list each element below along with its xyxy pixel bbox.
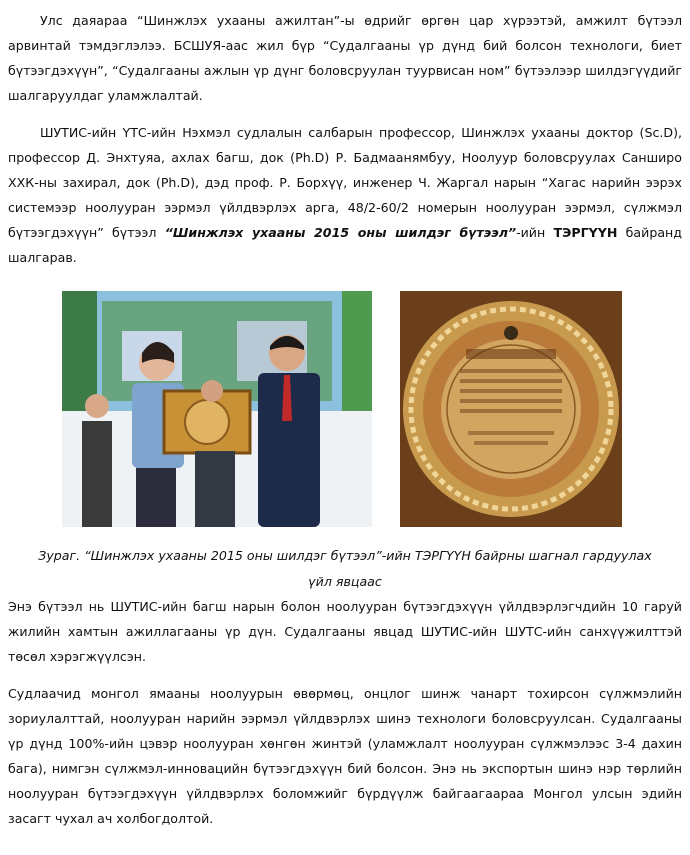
award-highlight: “Шинжлэх ухааны 2015 оны шилдэг бүтээл”: [164, 225, 517, 240]
award-ceremony-illustration: [62, 291, 372, 527]
intro-text: Улс даяараа “Шинжлэх ухааны ажилтан”-ы өдрийг өргөн цар хүрээтэй, амжилт бүтээл арвинтай тэмдэглэлээ. БСШУЯ-аас жил бүр “Судалгааны үр дүнд бий болсон технологи, биет бүтээгдэхүүн”, “Судалгааны ажлын үр дүнг боловсруулан туурвисан ном” бүтээлээр шилдэгүүдийг шалгаруулдаг уламжлалтай.: [8, 13, 682, 103]
award-paragraph: [8, 120, 682, 270]
award-place: ТЭРГҮҮН: [553, 225, 618, 240]
award-plate-illustration: [400, 291, 622, 527]
result-paragraph: Энэ бүтээл нь ШУТИС-ийн багш нарын болон ноолууран бүтээгдэхүүн үйлдвэрлэгчдийн 10 гаруй жилийн хамтын ажиллагааны үр дүн. Судалгааны явцад ШУТИС-ийн ШУТС-ийн санхүүжилттэй төсөл хэрэгжүүлсэн.: [8, 599, 682, 664]
intro-paragraph: [8, 8, 682, 108]
research-paragraph: Судлаачид монгол ямааны ноолуурын өвөрмөц, онцлог шинж чанарт тохирсон сүлжмэлийн зориулалттай, ноолууран нарийн ээрмэл үйлдвэрлэх шинэ технологи боловсруулсан. Судалгааны үр дүнд 100%-ийн цэвэр ноолууран хөнгөн жинтэй (уламжлалт ноолууран сүлжмэлээс 3-4 дахин бага), нимгэн сүлжмэл-инновацийн бүтээгдэхүүн бий болсон. Энэ нь экспортын шинэ нэр төрлийн ноолууран бүтээгдэхүүн үйлдвэрлэх боломжийг бүрдүүлж байгаагаараа Монгол улсын эдийн засагт чухал ач холбогдолтой.: [8, 686, 682, 826]
award-plate-photo: [400, 291, 622, 527]
award-text-before: ШУТИС-ийн ҮТС-ийн Нэхмэл судлалын салбарын профессор, Шинжлэх ухааны доктор (Sc.D), профессор Д. Энхтуяа, ахлах багш, док (Ph.D) Р. Бадмаанямбуу, Ноолуур боловсруулах Санширо ХХК-ны захирал, док (Ph.D), дэд проф. Р. Борхүү, инженер Ч. Жаргал нарын “Хагас нарийн ээрэх системээр ноолууран ээрмэл үйлдвэрлэх арга, 48/2-60/2 номерын ноолууран ээрмэл, сүлжмэл бүтээгдэхүүн” бүтээл: [8, 125, 682, 240]
award-text-after: байранд шалгарав.: [8, 225, 682, 265]
award-ceremony-photo: [62, 291, 372, 527]
photo-caption: Зураг. “Шинжлэх ухааны 2015 оны шилдэг бүтээл”-ийн ТЭРГҮҮН байрны шагнал гардуулах үйл явцаас: [38, 548, 652, 589]
award-text-middle: -ийн: [516, 225, 554, 240]
